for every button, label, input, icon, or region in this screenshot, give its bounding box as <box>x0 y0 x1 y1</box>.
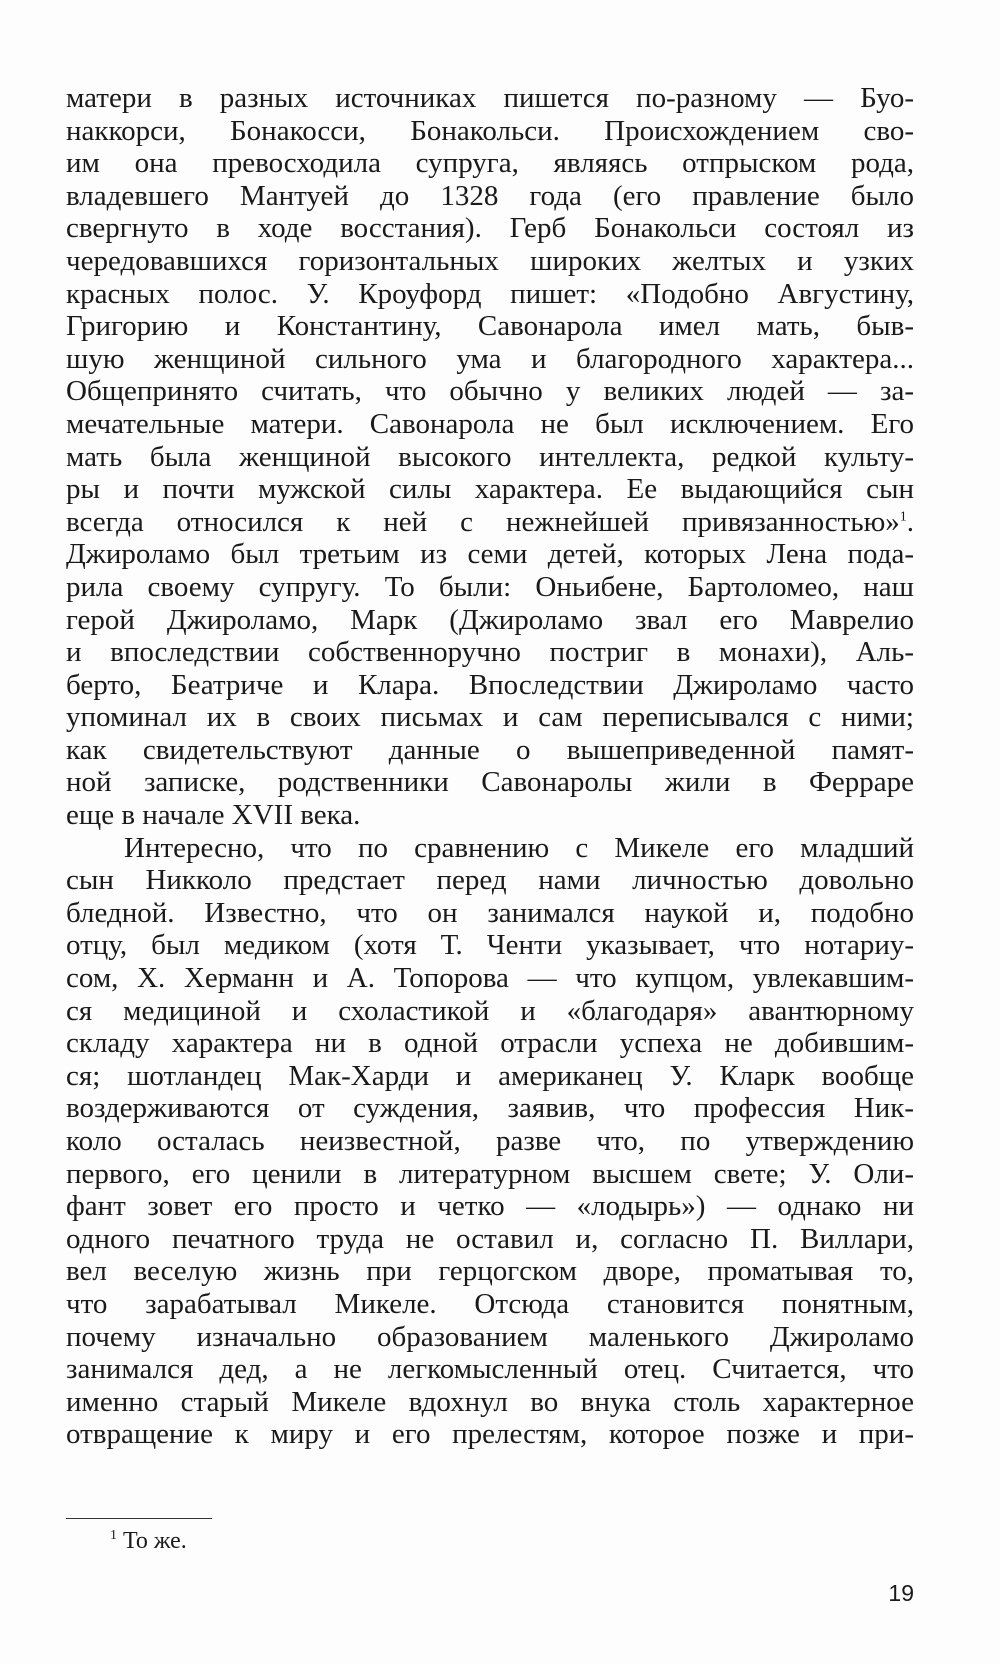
text-line: отцу, был медиком (хотя Т. Ченти указывает, что нотариу- <box>66 929 914 962</box>
text-line: фант зовет его просто и четко — «лодырь») — однако ни <box>66 1190 914 1223</box>
text-line: чередовавшихся горизонтальных широких желтых и узких <box>66 244 914 277</box>
text-line: ся; шотландец Мак-Харди и американец У. Кларк вообще <box>66 1059 914 1092</box>
text-line: владевшего Мантуей до 1328 года (его правление было <box>66 179 914 212</box>
text-line: что зарабатывал Микеле. Отсюда становится понятным, <box>66 1287 914 1320</box>
text-line: Джироламо был третьим из семи детей, которых Лена пода- <box>66 538 914 571</box>
text-line: одного печатного труда не оставил и, согласно П. Виллари, <box>66 1222 914 1255</box>
text-line: именно старый Микеле вдохнул во внука столь характерное <box>66 1385 914 1418</box>
text-line-with-footnote <box>66 506 914 539</box>
footnote-text: То же. <box>123 1528 187 1554</box>
text-line: ры и почти мужской силы характера. Ее выдающийся сын <box>66 473 914 506</box>
text-line: наккорси, Бонакосси, Бонакольси. Происхождением сво- <box>66 114 914 147</box>
text-line: матери в разных источниках пишется по-разному — Буо- <box>66 82 914 114</box>
text-line: воздерживаются от суждения, заявив, что профессия Ник- <box>66 1092 914 1125</box>
footnote-divider <box>66 1518 212 1519</box>
text-line: мечательные матери. Савонарола не был исключением. Его <box>66 407 914 440</box>
text-line: Общепринято считать, что обычно у великих людей — за- <box>66 375 914 408</box>
body-text <box>66 82 914 1451</box>
text-line: красных полос. У. Кроуфорд пишет: «Подобно Августину, <box>66 277 914 310</box>
text-line: Григорию и Константину, Савонарола имел мать, быв- <box>66 310 914 343</box>
text-line: мать была женщиной высокого интеллекта, редкой культу- <box>66 440 914 473</box>
text-line: свергнуто в ходе восстания). Герб Бонакольси состоял из <box>66 212 914 245</box>
text-line: сом, Х. Херманн и А. Топорова — что купцом, увлекавшим- <box>66 962 914 995</box>
text-line: отвращение к миру и его прелестям, которое позже и при- <box>66 1418 914 1451</box>
page-number: 19 <box>888 1580 914 1606</box>
text-line: рила своему супругу. То были: Оньибене, Бартоломео, наш <box>66 570 914 603</box>
text-line: сын Никколо предстает перед нами личностью довольно <box>66 864 914 897</box>
footnote-marker: 1 <box>110 1528 117 1543</box>
text-line: первого, его ценили в литературном высшем свете; У. Оли- <box>66 1157 914 1190</box>
text-line: еще в начале XVII века. <box>66 799 361 832</box>
text-line: бледной. Известно, что он занимался наукой и, подобно <box>66 896 914 929</box>
text-line: коло осталась неизвестной, разве что, по утверждению <box>66 1125 914 1157</box>
text-line: вел веселую жизнь при герцогском дворе, проматывая то, <box>66 1255 914 1288</box>
text-line: и впоследствии собственноручно постриг в монахи), Аль- <box>66 636 914 669</box>
footnote <box>110 1528 187 1555</box>
text-line: ся медициной и схоластикой и «благодаря» авантюрному <box>66 994 914 1027</box>
text-line: берто, Беатриче и Клара. Впоследствии Джироламо часто <box>66 668 914 701</box>
text-line: занимался дед, а не легкомысленный отец. Считается, что <box>66 1353 914 1386</box>
text-line: ной записке, родственники Савонаролы жили в Ферраре <box>66 766 914 799</box>
text-line: как свидетельствуют данные о вышеприведенной памят- <box>66 733 914 766</box>
text-line: складу характера ни в одной отрасли успеха не добившим- <box>66 1027 914 1060</box>
footnote-reference: 1 <box>899 509 907 525</box>
text-line: Интересно, что по сравнению с Микеле его младший <box>124 831 914 864</box>
text-line: герой Джироламо, Марк (Джироламо звал его Маврелио <box>66 603 914 636</box>
text-line: упоминал их в своих письмах и сам переписывался с ними; <box>66 701 914 734</box>
text-line: всегда относился к ней с нежнейшей привязанностью» <box>66 505 900 538</box>
text-line: почему изначально образованием маленького Джироламо <box>66 1320 914 1353</box>
text-line: им она превосходила супруга, являясь отпрыском рода, <box>66 147 914 180</box>
text-line: шую женщиной сильного ума и благородного характера... <box>66 342 914 375</box>
footnote-ref-suffix: . <box>906 505 914 538</box>
